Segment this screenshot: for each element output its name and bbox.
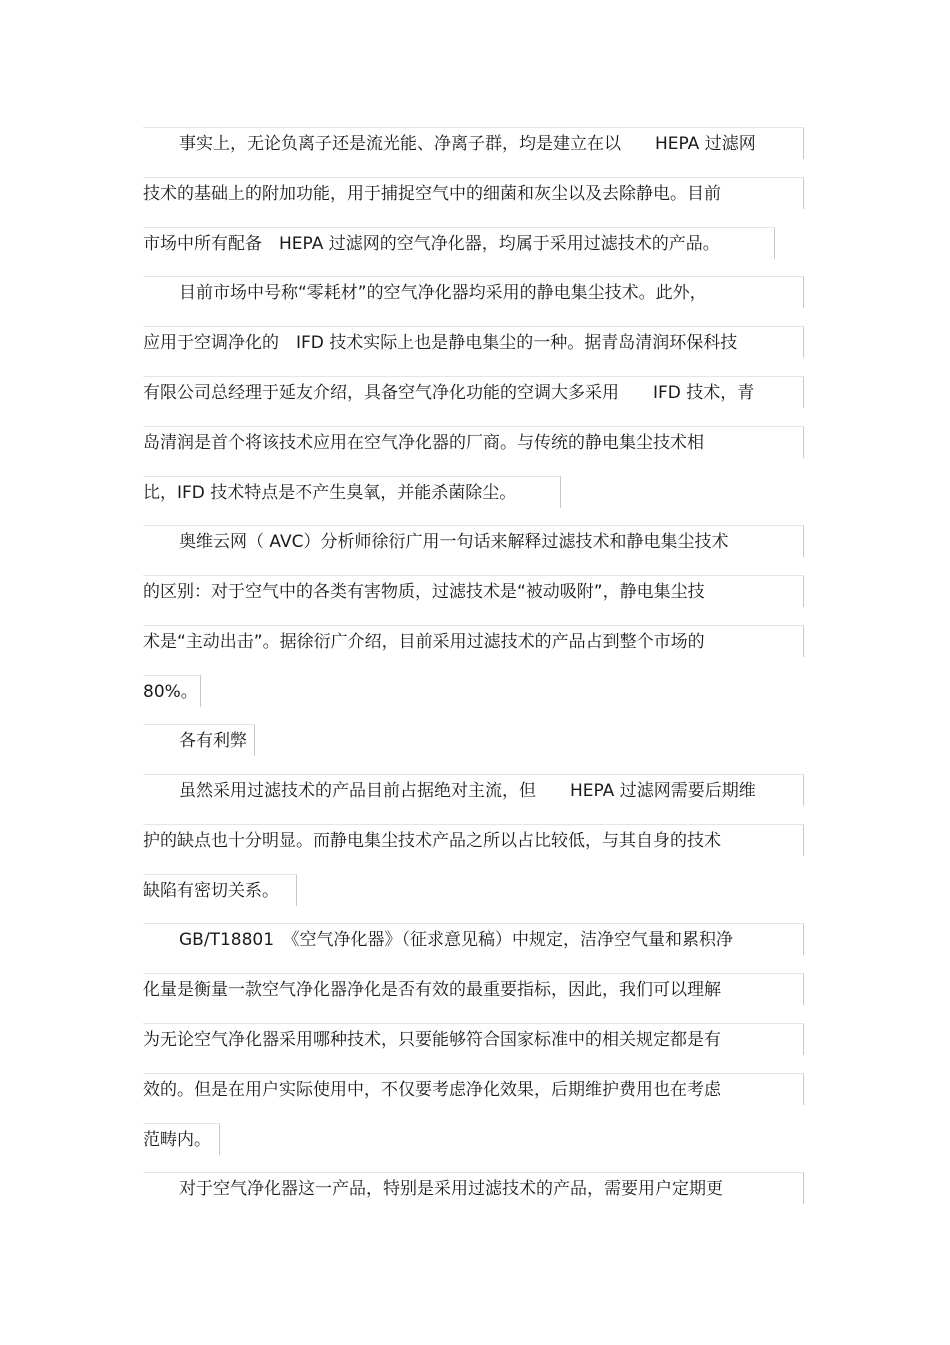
text-line: 奥维云网（ AVC）分析师徐衍广用一句话来解释过滤技术和静电集尘技术 <box>143 525 804 557</box>
text-line: 化量是衡量一款空气净化器净化是否有效的最重要指标，因此，我们可以理解 <box>143 973 804 1005</box>
text-line: 有限公司总经理于延友介绍，具备空气净化功能的空调大多采用 IFD 技术，青 <box>143 376 804 408</box>
section-heading: 各有利弊 <box>143 724 255 756</box>
text-line: 护的缺点也十分明显。而静电集尘技术产品之所以占比较低，与其自身的技术 <box>143 824 804 856</box>
text-line: 80%。 <box>143 675 201 707</box>
text-line: 技术的基础上的附加功能，用于捕捉空气中的细菌和灰尘以及去除静电。目前 <box>143 177 804 209</box>
text-line: 为无论空气净化器采用哪种技术，只要能够符合国家标准中的相关规定都是有 <box>143 1023 804 1055</box>
text-line: 的区别：对于空气中的各类有害物质，过滤技术是“被动吸附”，静电集尘技 <box>143 575 804 607</box>
text-line: 市场中所有配备 HEPA 过滤网的空气净化器，均属于采用过滤技术的产品。 <box>143 227 775 259</box>
text-line: GB/T18801 《空气净化器》（征求意见稿）中规定，洁净空气量和累积净 <box>143 923 804 955</box>
text-line: 范畴内。 <box>143 1123 220 1155</box>
text-line: 术是“主动出击”。据徐衍广介绍，目前采用过滤技术的产品占到整个市场的 <box>143 625 804 657</box>
text-line: 虽然采用过滤技术的产品目前占据绝对主流，但 HEPA 过滤网需要后期维 <box>143 774 804 806</box>
text-line: 对于空气净化器这一产品，特别是采用过滤技术的产品，需要用户定期更 <box>143 1172 804 1204</box>
text-line: 比，IFD 技术特点是不产生臭氧，并能杀菌除尘。 <box>143 476 561 508</box>
text-line: 目前市场中号称“零耗材”的空气净化器均采用的静电集尘技术。此外， <box>143 276 804 308</box>
text-line: 事实上，无论负离子还是流光能、净离子群，均是建立在以 HEPA 过滤网 <box>143 127 804 159</box>
text-line: 岛清润是首个将该技术应用在空气净化器的厂商。与传统的静电集尘技术相 <box>143 426 804 458</box>
text-line: 效的。但是在用户实际使用中，不仅要考虑净化效果，后期维护费用也在考虑 <box>143 1073 804 1105</box>
text-line: 应用于空调净化的 IFD 技术实际上也是静电集尘的一种。据青岛清润环保科技 <box>143 326 804 358</box>
text-line: 缺陷有密切关系。 <box>143 874 297 906</box>
